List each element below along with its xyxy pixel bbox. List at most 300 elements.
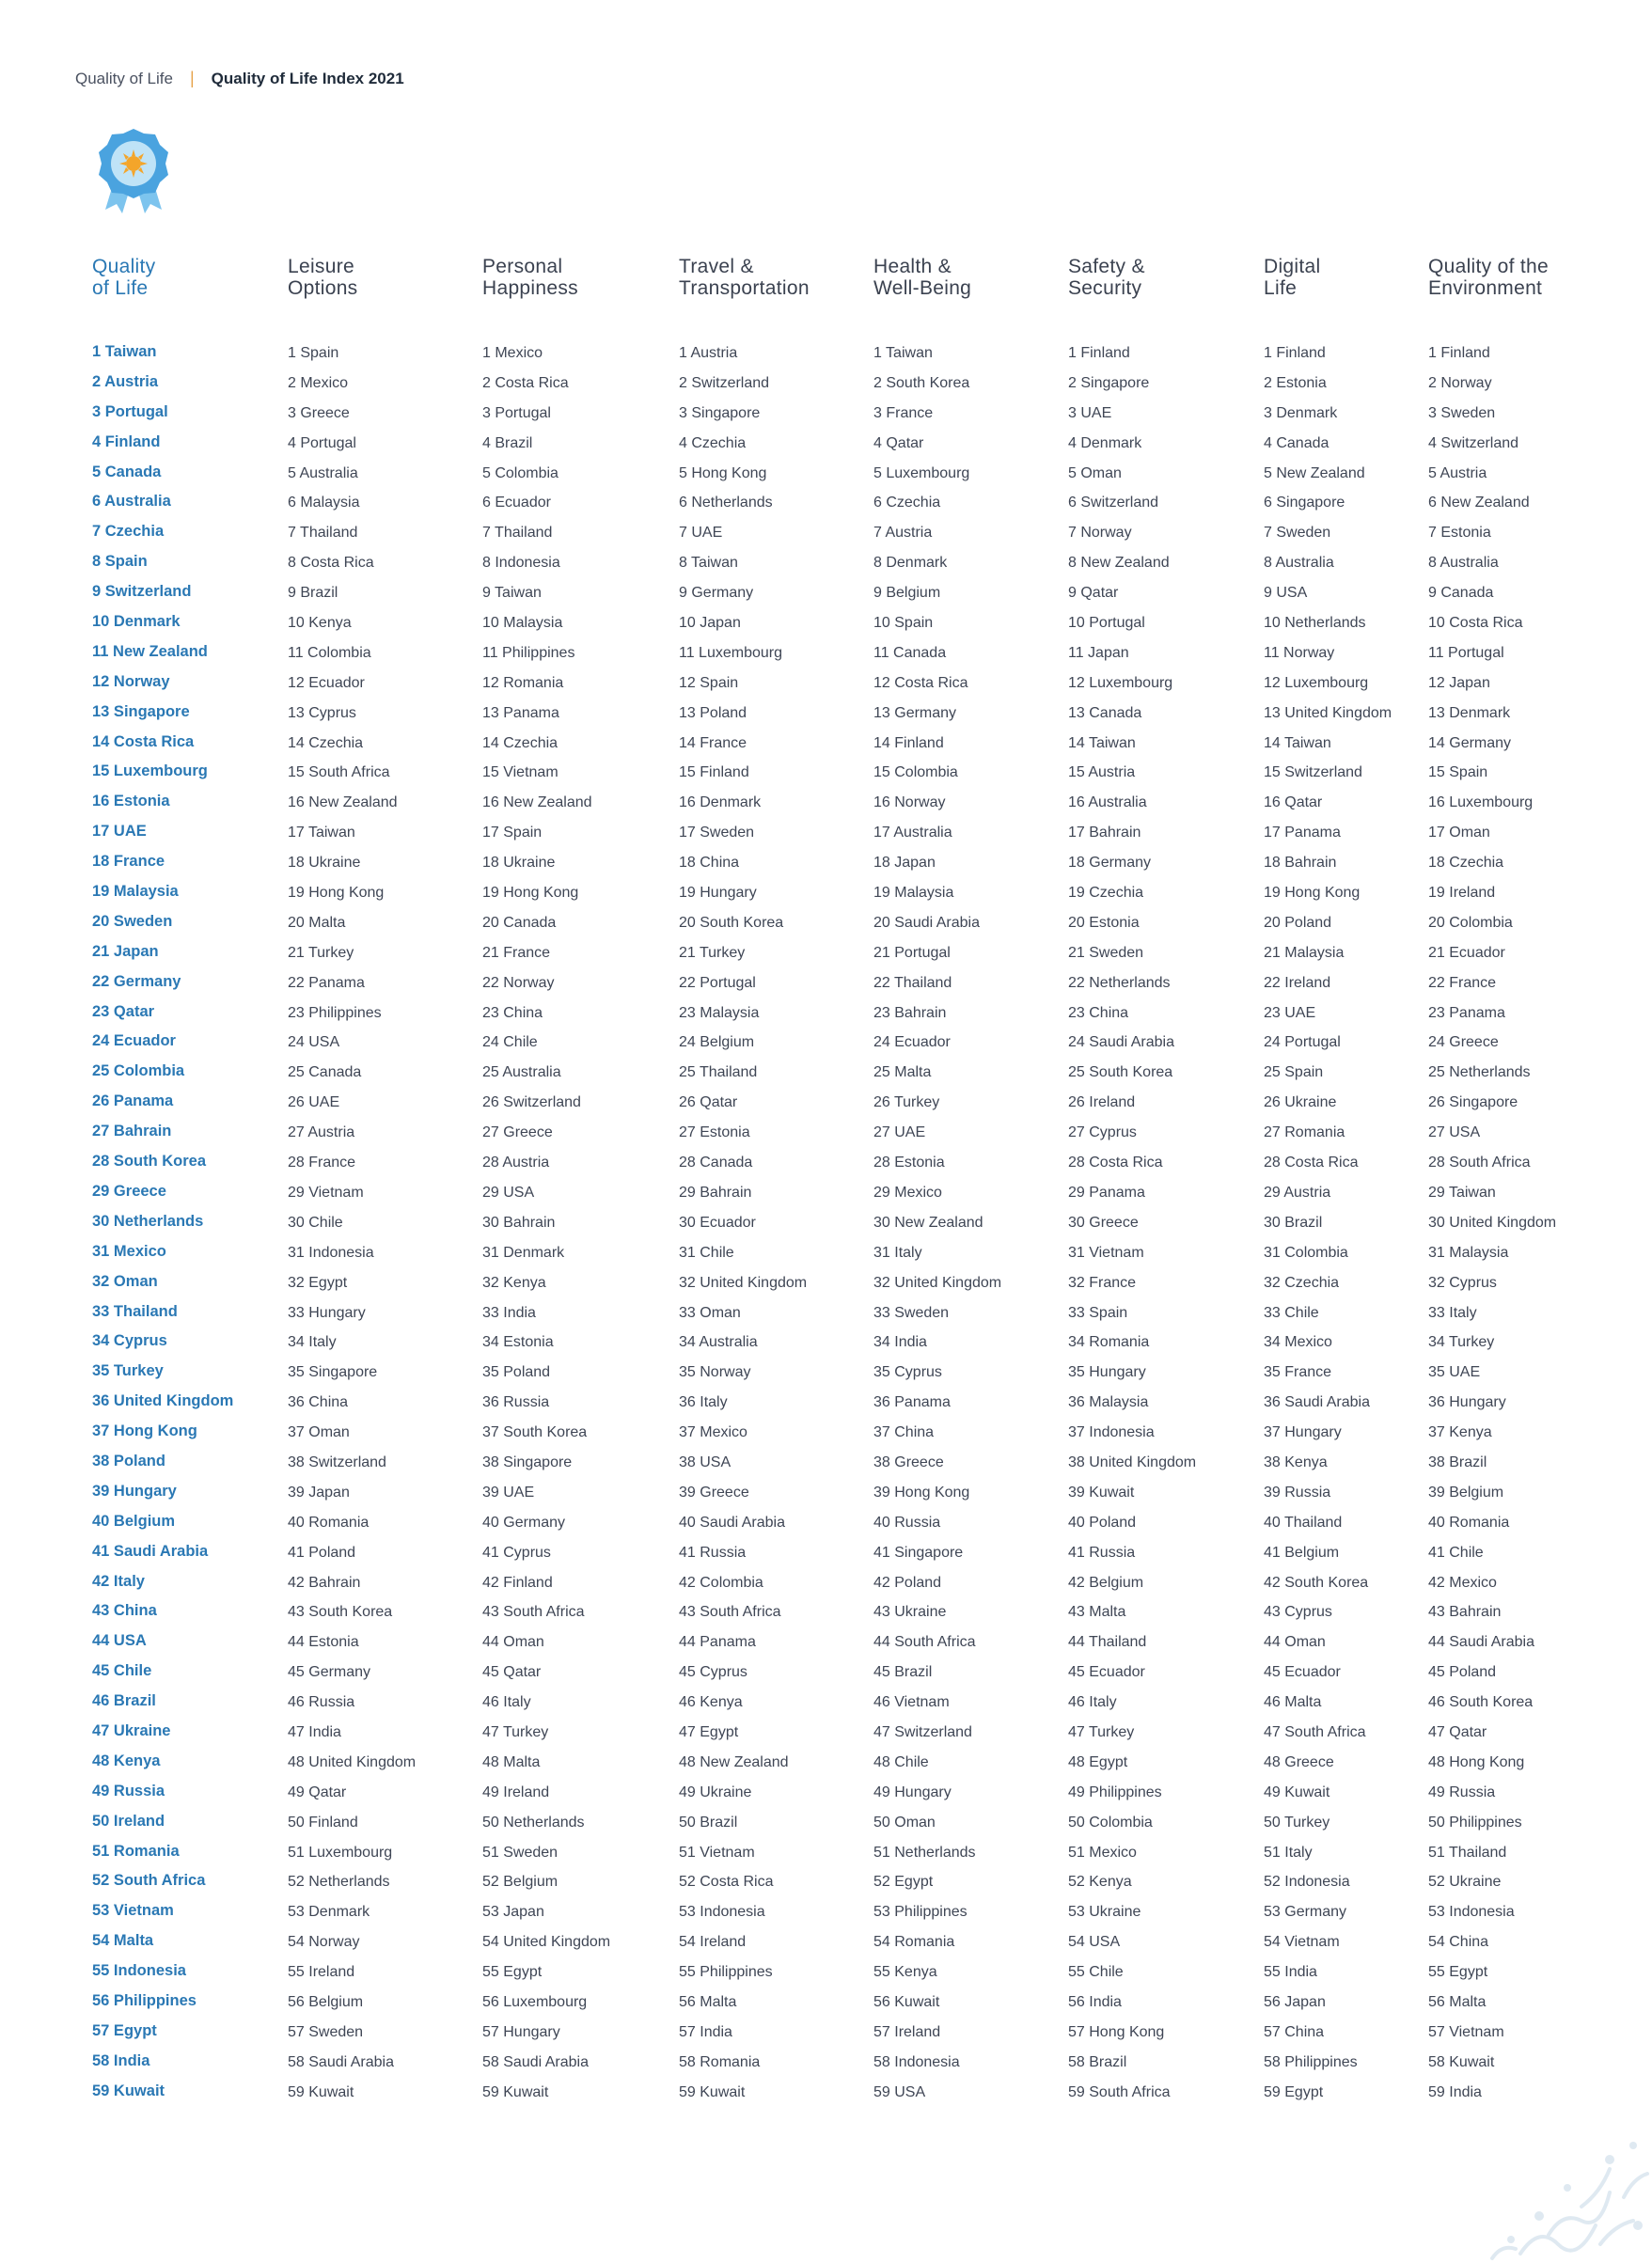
ranking-row: 52 Netherlands [288, 1874, 390, 1891]
ranking-row: 34 India [873, 1334, 927, 1351]
ranking-row: 46 Italy [482, 1694, 531, 1711]
ranking-row: 48 Kenya [92, 1752, 161, 1769]
ranking-row: 50 Turkey [1264, 1814, 1330, 1831]
ranking-row: 34 Estonia [482, 1334, 554, 1351]
ranking-row: 26 Switzerland [482, 1094, 581, 1111]
ranking-row: 52 Ukraine [1428, 1874, 1502, 1891]
ranking-row: 54 Romania [873, 1934, 955, 1951]
ranking-row: 44 South Africa [873, 1634, 976, 1651]
ranking-row: 7 Norway [1068, 525, 1132, 542]
ranking-row: 28 Costa Rica [1264, 1155, 1359, 1171]
ranking-row: 39 Hungary [92, 1482, 177, 1500]
ranking-row: 29 Austria [1264, 1184, 1331, 1201]
ranking-column-travel-transportation [679, 256, 810, 2100]
ranking-row: 54 Ireland [679, 1934, 747, 1951]
ranking-row: 13 Canada [1068, 704, 1142, 721]
ranking-row: 58 Kuwait [1428, 2053, 1495, 2070]
ranking-row: 35 Turkey [92, 1362, 164, 1380]
ranking-row: 33 Thailand [92, 1302, 178, 1320]
ranking-row: 33 Chile [1264, 1304, 1319, 1321]
ranking-row: 26 Singapore [1428, 1094, 1518, 1111]
ranking-row: 54 Malta [92, 1932, 154, 1950]
ranking-list [1068, 338, 1196, 2108]
ranking-row: 11 Canada [873, 644, 947, 661]
ranking-row: 52 South Africa [92, 1872, 206, 1890]
ranking-row: 55 Ireland [288, 1964, 355, 1981]
ranking-row: 55 India [1264, 1964, 1317, 1981]
ranking-row: 27 Austria [288, 1124, 355, 1141]
ranking-row: 29 Bahrain [679, 1184, 752, 1201]
ranking-row: 51 Luxembourg [288, 1844, 393, 1861]
ranking-row: 4 Switzerland [1428, 434, 1519, 451]
ranking-row: 37 Indonesia [1068, 1424, 1155, 1441]
ranking-row: 27 Greece [482, 1124, 553, 1141]
ranking-row: 8 Taiwan [679, 555, 738, 572]
ranking-row: 15 Vietnam [482, 764, 559, 781]
ranking-row: 47 Qatar [1428, 1723, 1487, 1740]
ranking-row: 53 Philippines [873, 1904, 968, 1921]
ranking-row: 55 Kenya [873, 1964, 937, 1981]
ranking-row: 28 Austria [482, 1155, 550, 1171]
column-heading: Digital Life [1264, 256, 1321, 299]
ranking-row: 48 United Kingdom [288, 1753, 417, 1770]
ranking-row: 45 Germany [288, 1664, 371, 1681]
ranking-row: 28 France [288, 1155, 356, 1171]
ranking-row: 43 South Korea [288, 1604, 393, 1621]
ranking-row: 33 Spain [1068, 1304, 1128, 1321]
ranking-row: 19 Hong Kong [482, 885, 579, 902]
ranking-row: 2 Costa Rica [482, 374, 569, 391]
ranking-row: 8 New Zealand [1068, 555, 1170, 572]
ranking-row: 10 Spain [873, 615, 934, 632]
ranking-row: 12 Costa Rica [873, 674, 968, 691]
ranking-row: 14 Czechia [288, 734, 364, 751]
ranking-row: 57 Egypt [92, 2021, 157, 2039]
ranking-row: 13 Poland [679, 704, 747, 721]
ranking-row: 24 Portugal [1264, 1034, 1341, 1051]
ranking-row: 51 Netherlands [873, 1844, 976, 1861]
ranking-list [1264, 338, 1392, 2108]
ranking-row: 48 Malta [482, 1753, 541, 1770]
ranking-row: 45 Poland [1428, 1664, 1497, 1681]
ranking-row: 56 Philippines [92, 1991, 197, 2009]
ranking-row: 59 Egypt [1264, 2083, 1324, 2100]
ranking-column-leisure-options [288, 256, 417, 2100]
ranking-row: 33 Italy [1428, 1304, 1477, 1321]
ranking-row: 1 Taiwan [92, 343, 157, 360]
ranking-row: 35 France [1264, 1364, 1332, 1381]
ranking-row: 35 Norway [679, 1364, 751, 1381]
ranking-list [679, 338, 807, 2108]
ranking-row: 22 Netherlands [1068, 974, 1171, 991]
ranking-row: 40 Germany [482, 1514, 566, 1531]
ranking-row: 48 Chile [873, 1753, 929, 1770]
ranking-row: 36 China [288, 1394, 349, 1411]
ranking-row: 10 Denmark [92, 613, 181, 631]
ranking-row: 6 Ecuador [482, 495, 551, 511]
ranking-row: 26 Turkey [873, 1094, 940, 1111]
ranking-row: 31 Indonesia [288, 1244, 374, 1261]
ranking-row: 57 India [679, 2023, 732, 2040]
ranking-row: 16 Qatar [1264, 794, 1323, 811]
ranking-row: 1 Finland [1264, 345, 1326, 361]
ranking-row: 19 Hong Kong [288, 885, 385, 902]
ranking-row: 54 Vietnam [1264, 1934, 1340, 1951]
ranking-row: 27 UAE [873, 1124, 926, 1141]
ranking-row: 56 Luxembourg [482, 1993, 588, 2010]
ranking-row: 41 Poland [288, 1544, 356, 1561]
ranking-row: 24 USA [288, 1034, 340, 1051]
ranking-row: 44 Oman [1264, 1634, 1326, 1651]
ranking-row: 33 Oman [679, 1304, 741, 1321]
ranking-row: 32 France [1068, 1274, 1137, 1291]
ranking-row: 23 China [482, 1004, 543, 1021]
ranking-row: 3 UAE [1068, 404, 1112, 421]
ranking-row: 46 Malta [1264, 1694, 1322, 1711]
ranking-row: 2 Singapore [1068, 374, 1150, 391]
ranking-row: 4 Portugal [288, 434, 356, 451]
ranking-row: 16 Australia [1068, 794, 1147, 811]
ranking-row: 38 United Kingdom [1068, 1454, 1197, 1470]
ranking-row: 27 Estonia [679, 1124, 750, 1141]
ranking-row: 44 USA [92, 1632, 147, 1650]
ranking-row: 23 Qatar [92, 1002, 155, 1020]
ranking-row: 58 Brazil [1068, 2053, 1127, 2070]
ranking-row: 32 Kenya [482, 1274, 546, 1291]
ranking-row: 44 Thailand [1068, 1634, 1147, 1651]
ranking-row: 30 Ecuador [679, 1214, 756, 1231]
ranking-row: 1 Mexico [482, 345, 543, 361]
ranking-row: 51 Thailand [1428, 1844, 1507, 1861]
ranking-row: 12 Japan [1428, 674, 1490, 691]
ranking-row: 58 Indonesia [873, 2053, 960, 2070]
award-badge-icon [96, 127, 171, 216]
ranking-row: 36 Italy [679, 1394, 728, 1411]
ranking-row: 59 USA [873, 2083, 926, 2100]
ranking-row: 42 Colombia [679, 1574, 763, 1591]
ranking-row: 17 UAE [92, 823, 147, 841]
ranking-row: 23 Philippines [288, 1004, 382, 1021]
ranking-row: 23 China [1068, 1004, 1129, 1021]
ranking-row: 11 Colombia [288, 644, 371, 661]
ranking-list [482, 338, 610, 2108]
ranking-row: 6 New Zealand [1428, 495, 1530, 511]
ranking-row: 15 Spain [1428, 764, 1488, 781]
ranking-row: 30 Netherlands [92, 1212, 204, 1230]
breadcrumb-separator: | [189, 69, 195, 87]
ranking-row: 58 India [92, 2051, 150, 2069]
ranking-row: 38 Poland [92, 1452, 165, 1469]
ranking-row: 2 Estonia [1264, 374, 1327, 391]
ranking-row: 4 Qatar [873, 434, 924, 451]
ranking-row: 41 Singapore [873, 1544, 964, 1561]
ranking-row: 15 Finland [679, 764, 749, 781]
ranking-row: 3 France [873, 404, 934, 421]
ranking-row: 19 Ireland [1428, 885, 1496, 902]
ranking-row: 38 Brazil [1428, 1454, 1487, 1470]
ranking-row: 35 Poland [482, 1364, 551, 1381]
ranking-row: 21 Sweden [1068, 944, 1144, 961]
ranking-row: 53 Denmark [288, 1904, 370, 1921]
ranking-row: 15 Austria [1068, 764, 1136, 781]
ranking-row: 28 South Africa [1428, 1155, 1531, 1171]
ranking-row: 2 Norway [1428, 374, 1492, 391]
ranking-row: 15 Luxembourg [92, 762, 208, 780]
ranking-row: 50 Finland [288, 1814, 358, 1831]
ranking-row: 16 Luxembourg [1428, 794, 1534, 811]
ranking-row: 20 Saudi Arabia [873, 914, 980, 931]
ranking-row: 4 Brazil [482, 434, 533, 451]
ranking-row: 3 Portugal [482, 404, 551, 421]
ranking-row: 8 Costa Rica [288, 555, 374, 572]
ranking-row: 42 Bahrain [288, 1574, 361, 1591]
ranking-row: 8 Denmark [873, 555, 948, 572]
ranking-row: 29 Greece [92, 1182, 166, 1200]
ranking-row: 11 Portugal [1428, 644, 1504, 661]
ranking-row: 51 Sweden [482, 1844, 559, 1861]
ranking-row: 42 Italy [92, 1572, 145, 1590]
ranking-row: 27 USA [1428, 1124, 1481, 1141]
ranking-row: 34 Australia [679, 1334, 758, 1351]
ranking-row: 33 Hungary [288, 1304, 366, 1321]
ranking-row: 12 Luxembourg [1264, 674, 1369, 691]
ranking-row: 1 Finland [1068, 345, 1130, 361]
ranking-row: 22 France [1428, 974, 1497, 991]
ranking-row: 54 China [1428, 1934, 1489, 1951]
ranking-row: 12 Spain [679, 674, 739, 691]
ranking-row: 59 Kuwait [288, 2083, 354, 2100]
ranking-row: 25 Malta [873, 1064, 932, 1081]
ranking-row: 36 Hungary [1428, 1394, 1506, 1411]
ranking-row: 6 Singapore [1264, 495, 1345, 511]
ranking-row: 43 Ukraine [873, 1604, 947, 1621]
ranking-row: 56 Belgium [288, 1993, 364, 2010]
ranking-row: 19 Malaysia [873, 885, 954, 902]
ranking-row: 46 Italy [1068, 1694, 1117, 1711]
ranking-row: 9 Taiwan [482, 585, 542, 602]
ranking-row: 52 Egypt [873, 1874, 934, 1891]
ranking-row: 32 Czechia [1264, 1274, 1340, 1291]
ranking-row: 17 Taiwan [288, 825, 355, 841]
ranking-row: 54 Norway [288, 1934, 360, 1951]
ranking-row: 22 Ireland [1264, 974, 1331, 991]
ranking-row: 25 Canada [288, 1064, 362, 1081]
ranking-row: 9 Brazil [288, 585, 338, 602]
ranking-row: 17 Sweden [679, 825, 755, 841]
ranking-row: 45 Ecuador [1068, 1664, 1145, 1681]
ranking-row: 21 France [482, 944, 551, 961]
ranking-row: 34 Romania [1068, 1334, 1150, 1351]
ranking-row: 14 Finland [873, 734, 944, 751]
ranking-row: 43 China [92, 1602, 157, 1620]
ranking-list [873, 338, 1001, 2108]
ranking-row: 35 Hungary [1068, 1364, 1146, 1381]
ranking-row: 11 Japan [1068, 644, 1129, 661]
ranking-row: 39 Greece [679, 1484, 749, 1501]
ranking-list [1428, 338, 1556, 2108]
ranking-row: 20 Poland [1264, 914, 1332, 931]
ranking-row: 39 Hong Kong [873, 1484, 970, 1501]
ranking-row: 56 Kuwait [873, 1993, 940, 2010]
ranking-row: 39 Belgium [1428, 1484, 1504, 1501]
ranking-row: 5 New Zealand [1264, 464, 1365, 481]
ranking-row: 44 Saudi Arabia [1428, 1634, 1534, 1651]
ranking-row: 44 Oman [482, 1634, 544, 1651]
ranking-row: 3 Portugal [92, 402, 168, 420]
ranking-row: 51 Italy [1264, 1844, 1313, 1861]
ranking-row: 4 Finland [92, 432, 161, 450]
ranking-row: 52 Belgium [482, 1874, 559, 1891]
ranking-row: 39 UAE [482, 1484, 535, 1501]
ranking-row: 31 Italy [873, 1244, 922, 1261]
ranking-row: 48 Hong Kong [1428, 1753, 1525, 1770]
ranking-row: 31 Vietnam [1068, 1244, 1144, 1261]
ranking-row: 22 Portugal [679, 974, 756, 991]
ranking-row: 53 Vietnam [92, 1902, 174, 1920]
ranking-row: 57 Vietnam [1428, 2023, 1504, 2040]
ranking-row: 20 Malta [288, 914, 346, 931]
ranking-column-health-well-being [873, 256, 1002, 2100]
ranking-row: 16 Denmark [679, 794, 762, 811]
ranking-row: 42 South Korea [1264, 1574, 1369, 1591]
ranking-row: 2 Austria [92, 372, 158, 390]
ranking-row: 48 New Zealand [679, 1753, 789, 1770]
ranking-row: 49 Ireland [482, 1784, 550, 1800]
ranking-row: 14 Taiwan [1068, 734, 1136, 751]
ranking-row: 23 Bahrain [873, 1004, 947, 1021]
ranking-row: 11 New Zealand [92, 642, 208, 660]
ranking-row: 12 Norway [92, 672, 170, 690]
ranking-row: 22 Thailand [873, 974, 952, 991]
ranking-row: 17 Panama [1264, 825, 1341, 841]
ranking-row: 32 United Kingdom [679, 1274, 808, 1291]
ranking-row: 10 Japan [679, 615, 741, 632]
ranking-row: 8 Spain [92, 553, 148, 571]
ranking-row: 48 Greece [1264, 1753, 1334, 1770]
ranking-row: 19 Hungary [679, 885, 757, 902]
column-heading: Personal Happiness [482, 256, 578, 299]
ranking-column-quality-of-the-environment [1428, 256, 1557, 2100]
ranking-row: 31 Chile [679, 1244, 734, 1261]
ranking-row: 37 Kenya [1428, 1424, 1492, 1441]
ranking-row: 3 Greece [288, 404, 350, 421]
ranking-row: 7 Thailand [482, 525, 553, 542]
ranking-row: 20 Colombia [1428, 914, 1513, 931]
ranking-row: 35 Singapore [288, 1364, 378, 1381]
ranking-row: 9 Canada [1428, 585, 1494, 602]
ranking-row: 46 Kenya [679, 1694, 743, 1711]
column-heading: Leisure Options [288, 256, 358, 299]
ranking-row: 5 Austria [1428, 464, 1487, 481]
ranking-column-quality-of-life [92, 256, 234, 2099]
ranking-row: 42 Finland [482, 1574, 553, 1591]
ranking-row: 18 Czechia [1428, 855, 1504, 872]
ranking-row: 58 Philippines [1264, 2053, 1358, 2070]
column-heading: Safety & Security [1068, 256, 1145, 299]
ranking-row: 24 Greece [1428, 1034, 1499, 1051]
ranking-row: 24 Ecuador [873, 1034, 951, 1051]
ranking-row: 1 Finland [1428, 345, 1490, 361]
ranking-row: 40 Russia [873, 1514, 941, 1531]
ranking-row: 22 Panama [288, 974, 365, 991]
ranking-row: 21 Turkey [288, 944, 354, 961]
ranking-row: 36 Saudi Arabia [1264, 1394, 1370, 1411]
ranking-row: 31 Colombia [1264, 1244, 1348, 1261]
ranking-row: 25 Thailand [679, 1064, 758, 1081]
ranking-row: 41 Russia [1068, 1544, 1136, 1561]
ranking-row: 29 USA [482, 1184, 535, 1201]
ranking-row: 2 Mexico [288, 374, 349, 391]
ranking-row: 6 Switzerland [1068, 495, 1159, 511]
ranking-row: 22 Germany [92, 972, 181, 990]
ranking-row: 4 Canada [1264, 434, 1329, 451]
ranking-row: 37 Hungary [1264, 1424, 1342, 1441]
ranking-row: 57 China [1264, 2023, 1325, 2040]
ranking-row: 21 Turkey [679, 944, 746, 961]
ranking-row: 25 Australia [482, 1064, 561, 1081]
ranking-row: 31 Denmark [482, 1244, 565, 1261]
ranking-row: 8 Australia [1428, 555, 1499, 572]
ranking-row: 59 Kuwait [92, 2082, 165, 2099]
ranking-row: 50 Netherlands [482, 1814, 585, 1831]
ranking-row: 10 Portugal [1068, 615, 1145, 632]
ranking-row: 42 Belgium [1068, 1574, 1144, 1591]
ranking-row: 9 Switzerland [92, 583, 192, 601]
ranking-row: 16 New Zealand [288, 794, 398, 811]
ranking-row: 24 Chile [482, 1034, 538, 1051]
ranking-row: 14 Germany [1428, 734, 1512, 751]
ranking-row: 4 Czechia [679, 434, 747, 451]
column-heading: Quality of the Environment [1428, 256, 1549, 299]
ranking-list [92, 338, 233, 2107]
ranking-row: 37 Mexico [679, 1424, 747, 1441]
ranking-row: 41 Cyprus [482, 1544, 551, 1561]
ranking-row: 34 Mexico [1264, 1334, 1332, 1351]
ranking-row: 6 Netherlands [679, 495, 773, 511]
breadcrumb-section[interactable]: Quality of Life [75, 69, 173, 87]
ranking-row: 9 Germany [679, 585, 754, 602]
ranking-row: 28 South Korea [92, 1153, 207, 1171]
breadcrumb [75, 69, 404, 88]
ranking-row: 1 Spain [288, 345, 339, 361]
ranking-row: 30 Greece [1068, 1214, 1139, 1231]
ranking-row: 15 Colombia [873, 764, 958, 781]
ranking-row: 18 China [679, 855, 740, 872]
ranking-row: 40 Romania [288, 1514, 370, 1531]
ranking-row: 14 Taiwan [1264, 734, 1331, 751]
ranking-row: 55 Philippines [679, 1964, 773, 1981]
ranking-row: 3 Singapore [679, 404, 761, 421]
ranking-row: 58 Saudi Arabia [482, 2053, 589, 2070]
ranking-row: 47 Switzerland [873, 1723, 972, 1740]
ranking-row: 6 Czechia [873, 495, 941, 511]
ranking-row: 35 UAE [1428, 1364, 1481, 1381]
ranking-row: 36 Panama [873, 1394, 951, 1411]
ranking-row: 47 Turkey [482, 1723, 549, 1740]
ranking-row: 47 India [288, 1723, 341, 1740]
ranking-row: 4 Denmark [1068, 434, 1142, 451]
ranking-row: 59 South Africa [1068, 2083, 1171, 2100]
ranking-row: 45 Qatar [482, 1664, 542, 1681]
ranking-row: 9 USA [1264, 585, 1308, 602]
ranking-row: 25 South Korea [1068, 1064, 1173, 1081]
ranking-row: 57 Hungary [482, 2023, 560, 2040]
ranking-row: 13 Cyprus [288, 704, 356, 721]
ranking-row: 32 Oman [92, 1272, 158, 1290]
ranking-row: 10 Malaysia [482, 615, 563, 632]
column-heading: Health & Well-Being [873, 256, 972, 299]
ranking-row: 25 Spain [1264, 1064, 1324, 1081]
